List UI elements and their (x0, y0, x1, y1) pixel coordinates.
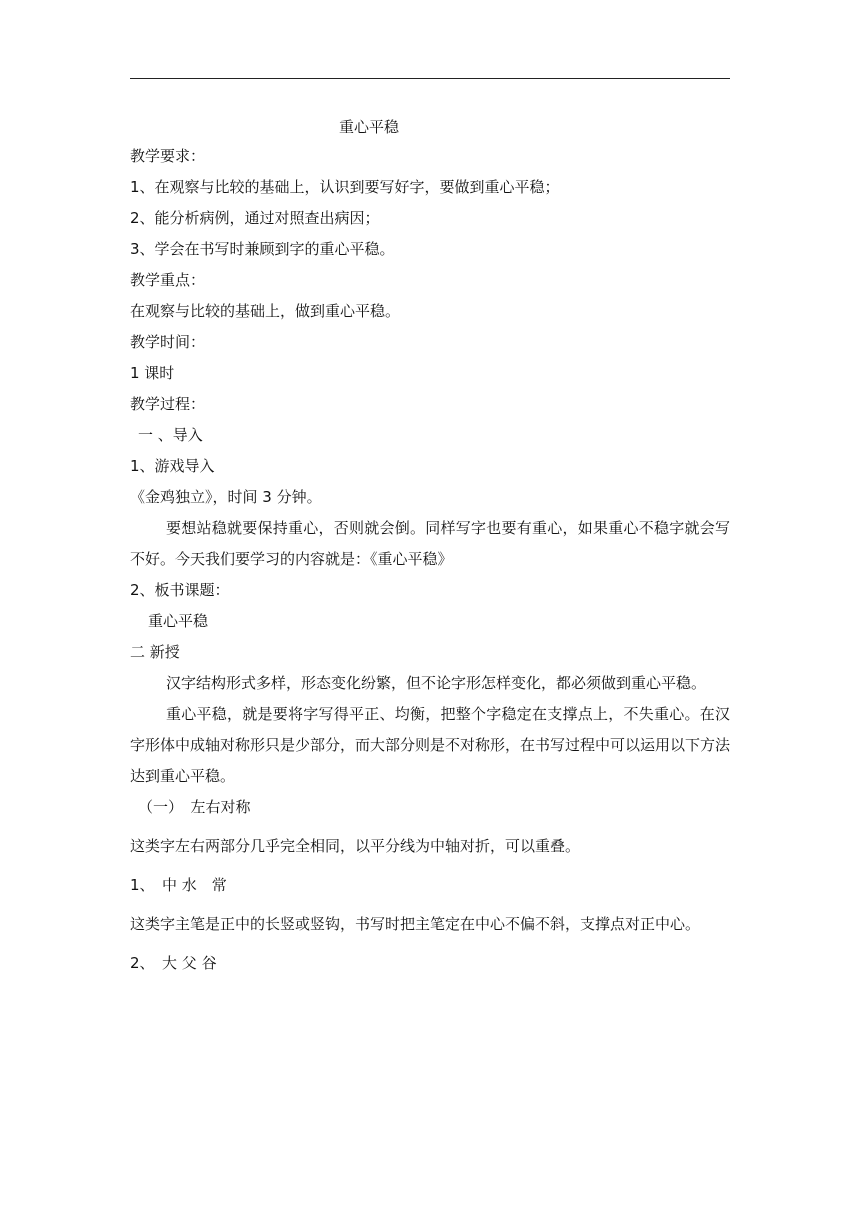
section-intro: 一 、导入 (138, 426, 203, 444)
subsection-symmetry: （一） 左右对称 (138, 798, 251, 816)
game-heading: 1、游戏导入 (130, 457, 215, 475)
document-title: 重心平稳 (339, 118, 400, 136)
board-text: 重心平稳 (148, 612, 209, 630)
symmetry-description: 这类字左右两部分几乎完全相同，以平分线为中轴对折，可以重叠。 (130, 837, 581, 855)
example-1-description: 这类字主笔是正中的长竖或竖钩，书写时把主笔定在中心不偏不斜，支撑点对正中心。 (130, 915, 701, 933)
process-heading: 教学过程： (130, 395, 206, 413)
time-heading: 教学时间： (130, 333, 206, 351)
requirements-heading: 教学要求： (130, 147, 206, 165)
paragraph-structure: 汉字结构形式多样，形态变化纷繁，但不论字形怎样变化，都必须做到重心平稳。 (166, 674, 707, 692)
paragraph-balance: 重心平稳，就是要将字写得平正、均衡，把整个字稳定在支撑点上，不失重心。在汉字形体中成轴对称形只是少部分，而大部分则是不对称形，在书写过程中可以运用以下方法达到重心平稳。 (130, 705, 731, 785)
requirement-1: 1、在观察与比较的基础上，认识到要写好字，要做到重心平稳； (130, 178, 560, 196)
example-2: 2、 大 父 谷 (130, 954, 217, 972)
example-1: 1、 中 水 常 (130, 876, 227, 894)
time-text: 1 课时 (130, 364, 175, 382)
requirement-3: 3、学会在书写时兼顾到字的重心平稳。 (130, 240, 395, 258)
game-description: 《金鸡独立》，时间 3 分钟。 (130, 488, 322, 506)
focus-text: 在观察与比较的基础上，做到重心平稳。 (130, 302, 401, 320)
focus-heading: 教学重点： (130, 271, 206, 289)
document-body (130, 113, 730, 979)
paragraph-intro: 要想站稳就要保持重心，否则就会倒。同样写字也要有重心，如果重心不稳字就会写不好。今天我们要学习的内容就是：《重心平稳》 (130, 519, 730, 568)
header-rule (130, 78, 730, 79)
board-heading: 2、板书课题： (130, 581, 230, 599)
requirement-2: 2、能分析病例，通过对照查出病因； (130, 209, 380, 227)
section-new: 二 新授 (130, 643, 180, 661)
